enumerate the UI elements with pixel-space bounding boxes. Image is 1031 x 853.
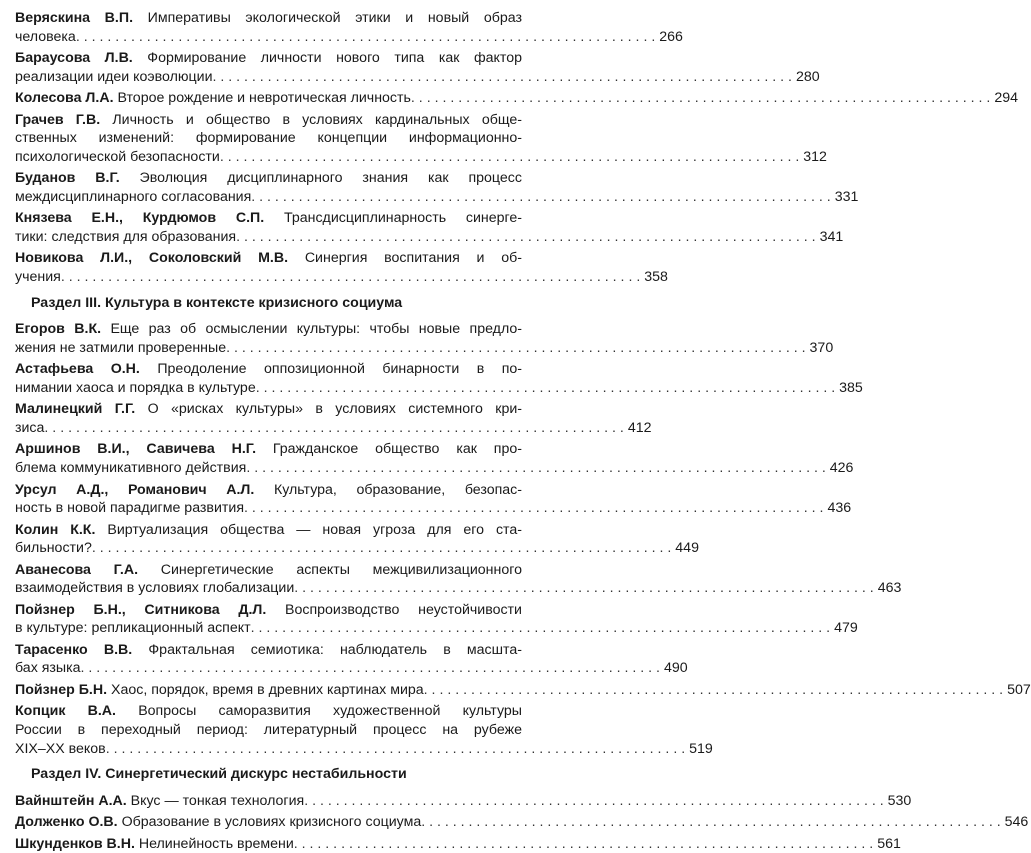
toc-group-part-3 [15,320,1031,758]
toc-entry [15,813,1029,832]
toc-entry-text [15,703,522,719]
toc-entry-text [15,602,522,618]
toc-entry-text [15,740,106,759]
toc-author: Урсул А.Д., Романович А.Л. [15,481,255,498]
toc-page-number: 561 [877,835,901,852]
toc-entry-text [15,339,226,358]
toc-entry-line [15,601,522,620]
toc-entry-text [15,228,236,247]
toc-entry-text [15,659,81,678]
toc-title-line: Культура, образование, безопас- [273,481,522,498]
toc-author: Пойзнер Б.Н. [15,681,108,698]
toc-entry-line [15,339,834,358]
toc-author: Бараусова Л.В. [15,50,133,67]
toc-entry [15,702,713,758]
toc-author: Аршинов В.И., Савичева Н.Г. [15,441,257,458]
toc-page-number: 463 [877,580,902,597]
toc-entry-line [15,228,844,247]
dot-leader [220,148,799,167]
toc-title-line: Второе рождение и невротическая личность [117,90,411,107]
toc-entry-line [15,619,858,638]
toc-entry-line [15,579,902,598]
toc-entry [15,792,912,811]
toc-entry-line [15,792,912,811]
toc-entry [15,400,652,437]
toc-title-line: тики: следствия для образования [15,228,237,245]
toc-entry [15,641,688,678]
dot-leader [44,419,623,438]
toc-page-number: 312 [803,148,827,165]
toc-entry-line [15,702,522,721]
dot-leader [294,579,873,598]
toc-entry-line [15,360,522,379]
toc-entry-text [15,441,522,457]
toc-author: Буданов В.Г. [15,170,120,187]
toc-page-number: 280 [795,68,820,85]
toc-entry [15,835,901,853]
toc-title-line: Императивы экологической этики и новый образ [147,10,522,26]
toc-author: Аванесова Г.А. [15,561,139,578]
toc-entry-text [15,321,522,337]
dot-leader [304,792,883,811]
toc-entry-line [15,400,522,419]
toc-entry-line [15,169,522,188]
toc-author: Астафьева О.Н. [15,361,140,378]
toc-title-line: Формирование личности нового типа как фактор [147,50,522,67]
toc-entry [15,481,852,518]
toc-entry-text [15,562,522,578]
toc-author: Пойзнер Б.Н., Ситникова Д.Л. [15,601,267,618]
toc-entry-line [15,49,522,68]
toc-entry-text [15,792,304,811]
toc-entry-line [15,721,522,740]
toc-entry-line [15,249,522,268]
dot-leader [244,499,823,518]
toc-entry-text [15,28,76,47]
toc-title-line: Синергетические аспекты межцивилизационного [160,561,522,578]
toc-title-line: Образование в условиях кризисного социума [121,814,422,831]
toc-entry-line [15,539,699,558]
toc-entry-line [15,188,859,207]
toc-entry-line [15,481,522,500]
toc-entry-text [15,579,294,598]
toc-page-number: 426 [829,460,854,477]
toc-page-number: 294 [994,90,1019,107]
toc-entry-line [15,28,683,47]
toc-page-number: 490 [663,660,688,677]
toc-entry [15,360,863,397]
toc-author: Грачев Г.В. [15,111,101,128]
toc-title-line: Гражданское общество как про- [272,441,522,458]
toc-entry-text [15,130,522,146]
toc-page-number: 519 [689,740,713,757]
toc-title-line: XIX–XX веков [15,740,106,757]
toc-author: Егоров В.К. [15,321,102,338]
section-heading-4: Раздел IV. Синергетический дискурс нестабильности [31,766,407,783]
dot-leader [81,659,660,678]
toc-entry [15,320,834,357]
toc-entry [15,681,1031,700]
toc-title-line: бах языка [15,660,81,677]
toc-title-line: взаимодействия в условиях глобализации [15,580,295,597]
toc-author: Тарасенко В.В. [15,641,133,658]
toc-entry [15,111,827,167]
toc-page-number: 479 [834,620,858,637]
toc-page-number: 358 [644,269,668,286]
dot-leader [92,539,671,558]
toc-entry-text [15,642,522,658]
toc-entry-line [15,521,522,540]
toc-title-line: учения [15,269,61,286]
toc-entry-line [15,68,820,87]
toc-title-line: психологической безопасности [15,148,220,165]
toc-title-line: ность в новой парадигме развития [15,500,245,517]
toc-page-number: 530 [887,792,912,809]
toc-entry-text [15,112,522,128]
toc-entry-text [15,401,522,417]
toc-entry-text [15,459,246,478]
toc-title-line: Личность и общество в условиях кардинальных обще- [112,111,522,128]
toc-entry-text [15,619,251,638]
toc-entry [15,521,699,558]
toc-entry-line [15,89,1019,108]
toc-page-number: 507 [1007,681,1031,698]
toc-entry-line [15,379,863,398]
toc-title-line: Виртуализация общества — новая угроза для его ста- [107,521,523,538]
toc-page-number: 385 [839,379,863,396]
toc-entry-line [15,440,522,459]
toc-entry-text [15,681,424,700]
toc-entry [15,209,844,246]
toc-entry [15,89,1019,108]
toc-page-number: 370 [809,339,834,356]
toc-author: Малинецкий Г.Г. [15,401,136,418]
toc-title-line: междисциплинарного согласования [15,188,252,205]
dot-leader [421,813,1000,832]
toc-entry [15,561,902,598]
toc-entry-line [15,740,713,759]
toc-page-number: 436 [827,500,852,517]
toc-entry-line [15,659,688,678]
dot-leader [251,619,830,638]
toc-title-line: Хаос, порядок, время в древних картинах мира [111,681,424,698]
toc-title-line: России в переходный период: литературный процесс на рубеже [15,722,522,739]
toc-author: Долженко О.В. [15,814,118,831]
toc-entry-text [15,148,220,167]
toc-title-line: О «рисках культуры» в условиях системного кри- [147,401,522,418]
toc-author: Колесова Л.А. [15,90,114,107]
toc-entry-line [15,129,522,148]
dot-leader [76,28,655,47]
toc-title-line: Преодоление оппозиционной бинарности в по- [157,361,522,378]
toc-entry-line [15,641,522,660]
toc-entry-line [15,459,854,478]
toc-entry-text [15,499,244,518]
dot-leader [256,379,835,398]
toc-title-line: нимании хаоса и порядка в культуре [15,379,256,396]
toc-entry-text [15,379,256,398]
section-heading-3: Раздел III. Культура в контексте кризисного социума [31,294,403,311]
toc-entry [15,249,668,286]
toc-title-line: жения не затмили проверенные [15,339,227,356]
toc-author: Князева Е.Н., Курдюмов С.П. [15,210,265,227]
toc-page-number: 412 [627,420,652,436]
toc-author: Шкунденков В.Н. [15,835,135,852]
toc-entry-text [15,170,522,186]
dot-leader [294,835,873,853]
dot-leader [61,268,640,287]
toc-title-line: ственных изменений: формирование концепции информационно- [15,130,522,147]
dot-leader [424,681,1003,700]
toc-entry-text [15,361,522,377]
toc-entry-line [15,209,522,228]
toc-entry-line [15,320,522,339]
toc-entry-line [15,835,901,853]
toc-entry-text [15,813,421,832]
toc-entry-text [15,188,251,207]
toc-entry [15,9,683,46]
toc-author: Колин К.К. [15,521,96,538]
toc-entry-text [15,722,522,738]
toc-title-line: в культуре: репликационный аспект [15,620,251,637]
toc-entry-text [15,210,522,226]
toc-title-line: Эволюция дисциплинарного знания как процесс [139,170,522,187]
toc-page-number: 331 [834,188,859,205]
toc-page-number: 449 [675,540,699,557]
toc-entry-text [15,835,294,853]
toc-entry-line [15,9,522,28]
toc-entry-text [15,522,522,538]
toc-title-line: бильности? [15,540,92,557]
toc-title-line: Вопросы саморазвития художественной культуры [138,703,522,720]
dot-leader [226,339,805,358]
toc-entry-text [15,250,522,266]
toc-entry-text [15,539,92,558]
dot-leader [213,68,792,87]
toc-entry-line [15,148,827,167]
toc-entry-line [15,813,1029,832]
toc-entry [15,440,854,477]
toc-entry-text [15,89,411,108]
toc-author: Веряскина В.П. [15,10,134,26]
toc-page-number: 546 [1004,814,1029,831]
toc-entry-line [15,681,1031,700]
toc-entry [15,601,858,638]
toc-page-number: 266 [659,28,683,45]
toc-title-line: Фрактальная семиотика: наблюдатель в масшта- [148,641,522,658]
toc-author: Вайнштейн А.А. [15,792,127,809]
toc-entry [15,49,820,86]
toc-title-line: Еще раз об осмыслении культуры: чтобы новые предло- [110,321,522,338]
toc-title-line: человека [15,28,76,45]
toc-title-line: блема коммуникативного действия [15,460,247,477]
dot-leader [411,89,990,108]
toc-entry-line [15,499,852,518]
toc-entry-line [15,268,668,287]
toc-author: Новикова Л.И., Соколовский М.В. [15,250,289,267]
toc-title-line: зиса [15,420,45,436]
toc-entry-text [15,68,213,87]
toc-author: Копцик В.А. [15,703,116,720]
toc-title-line: реализации идеи коэволюции [15,68,213,85]
toc-title-line: Трансдисциплинарность синерге- [283,210,522,227]
toc-entry [15,169,859,206]
toc-page-number: 341 [819,228,844,245]
toc-entry-line [15,561,522,580]
toc-entry-line [15,419,652,438]
dot-leader [246,459,825,478]
dot-leader [236,228,815,247]
toc-group-part-4 [15,792,1029,853]
toc-entry-text [15,482,522,498]
toc-entry-text [15,268,61,287]
toc-entry-line [15,111,522,130]
toc-entry-text [15,419,44,438]
toc-title-line: Вкус — тонкая технология [130,792,305,809]
toc-title-line: Синергия воспитания и об- [304,250,522,267]
dot-leader [251,188,830,207]
toc-title-line: Нелинейность времени [138,835,294,852]
toc-entry-text [15,50,522,66]
toc-title-line: Воспроизводство неустойчивости [285,601,522,618]
toc-group-part-2 [15,9,1019,287]
toc-entry-text [15,10,522,26]
dot-leader [106,740,685,759]
